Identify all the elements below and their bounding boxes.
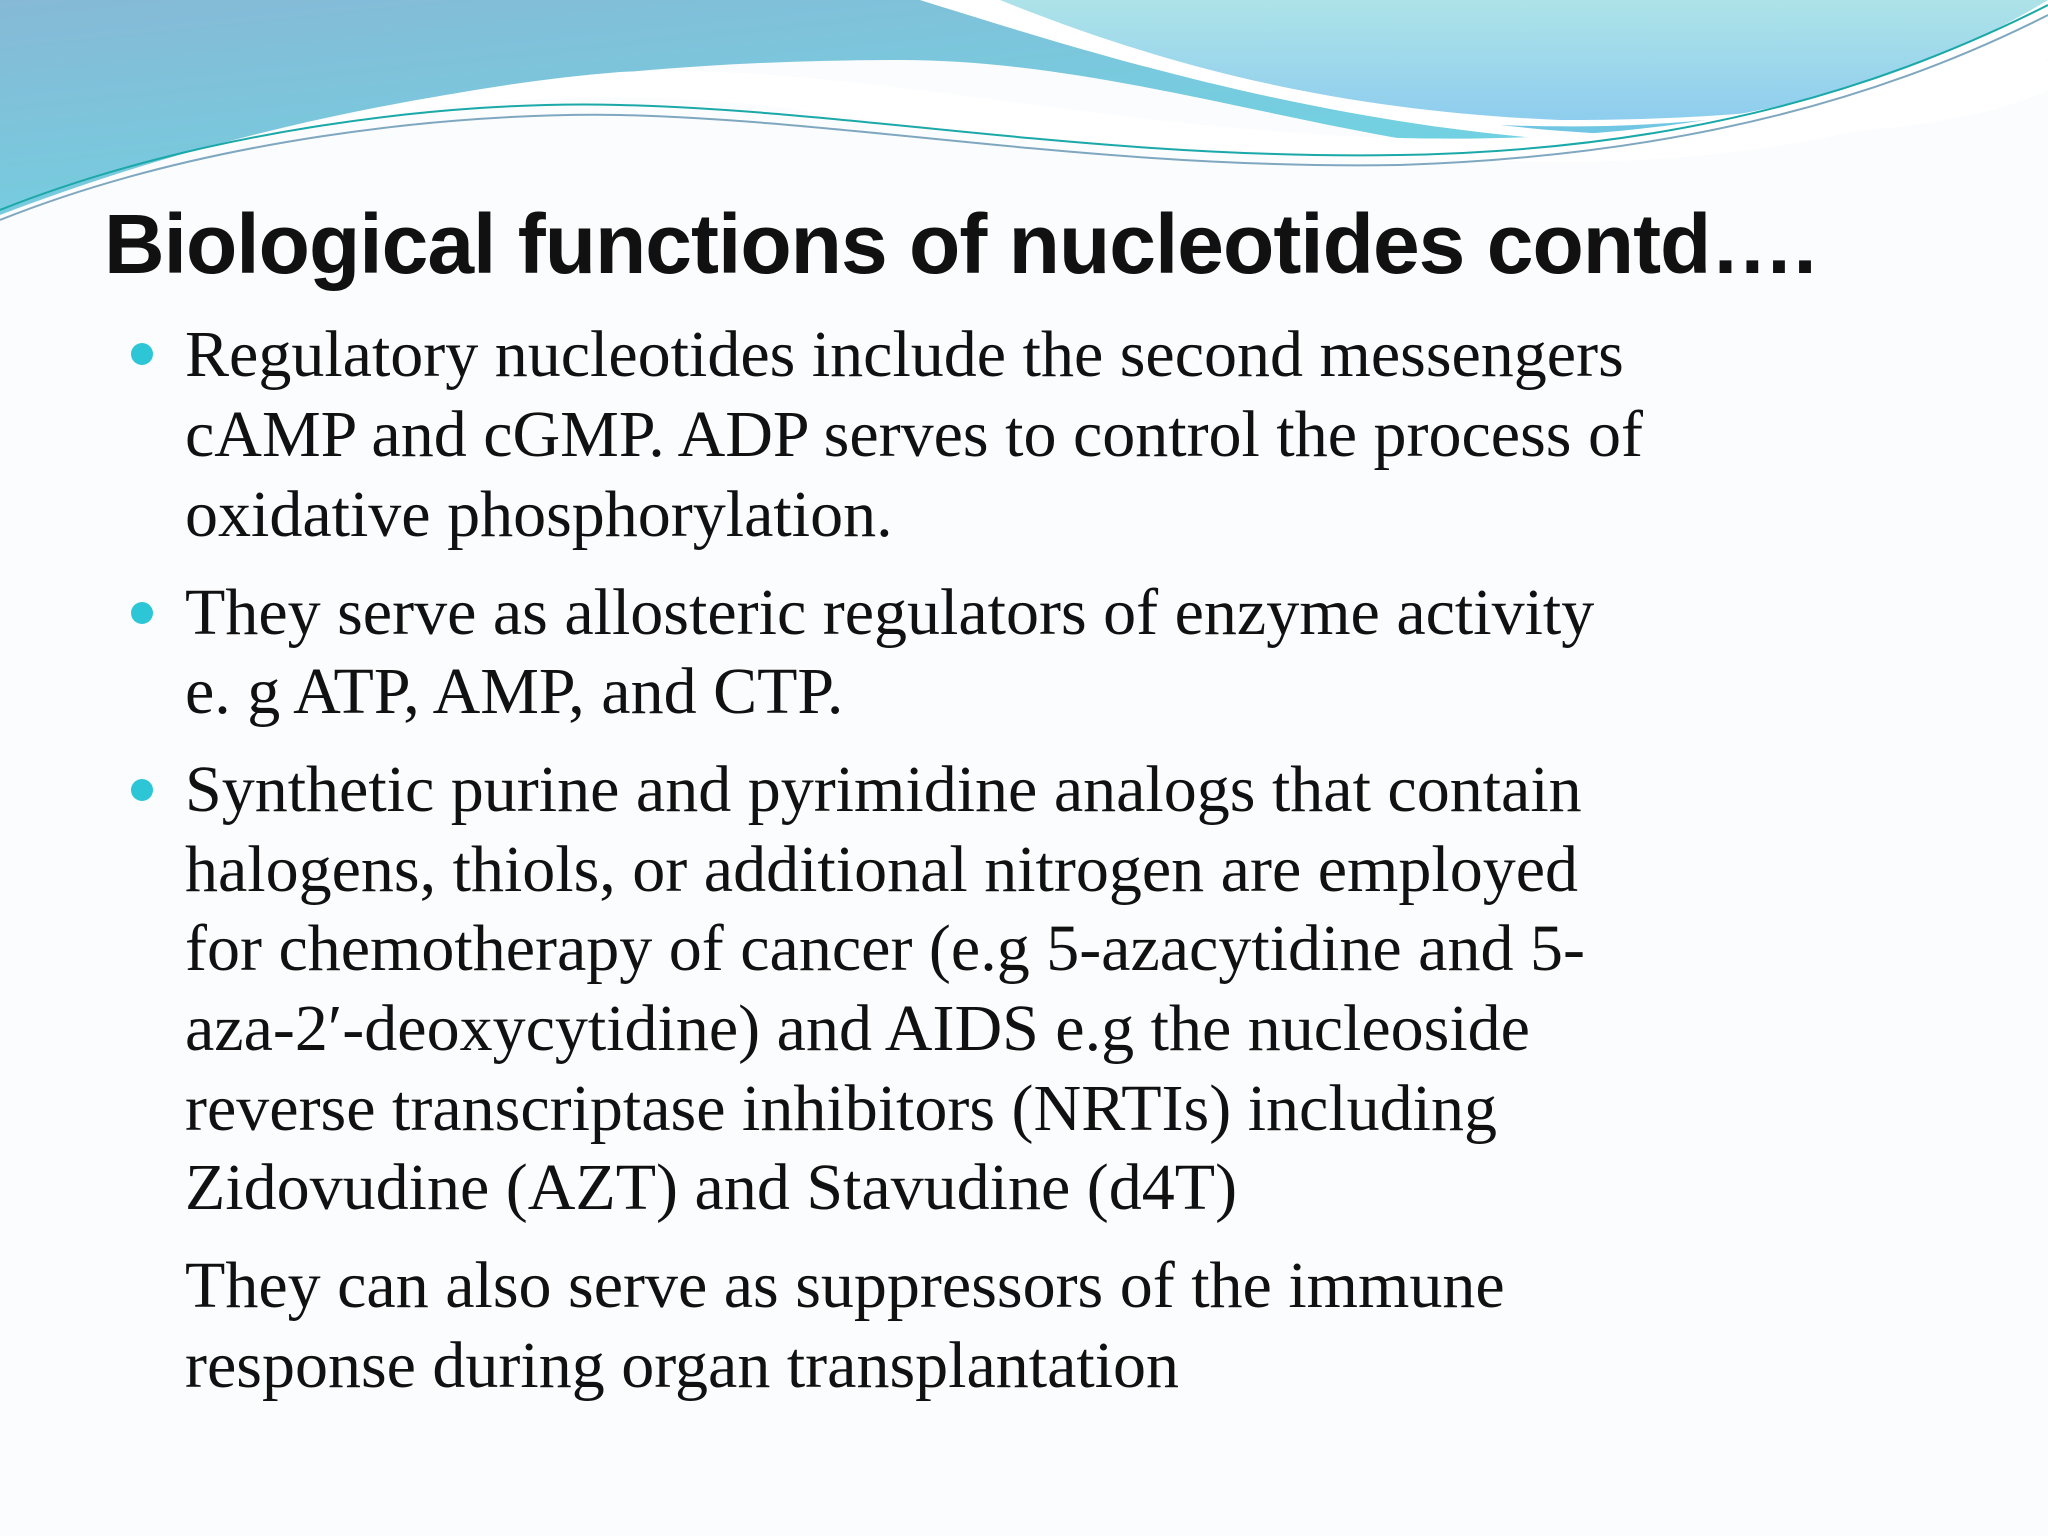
bullet-1-line-2: cAMP and cGMP. ADP serves to control the process of: [185, 398, 1643, 471]
bullet-3-line-1: Synthetic purine and pyrimidine analogs that contain: [185, 753, 1582, 826]
bullet-dot-icon: [131, 343, 153, 365]
slide-title: Biological functions of nucleotides contd….: [104, 197, 1816, 291]
bullet-2-line-1: They serve as allosteric regulators of enzyme activity: [185, 576, 1595, 649]
continuation-line-2: response during organ transplantation: [185, 1329, 1180, 1402]
bullet-2-line-2: e. g ATP, AMP, and CTP.: [185, 655, 844, 728]
bullet-3-line-5: reverse transcriptase inhibitors (NRTIs) including: [185, 1072, 1498, 1145]
bullet-1-line-1: Regulatory nucleotides include the second messengers: [185, 318, 1624, 391]
continuation-line-1: They can also serve as suppressors of the immune: [185, 1249, 1505, 1322]
bullet-dot-icon: [131, 779, 153, 801]
bullet-1-line-3: oxidative phosphorylation.: [185, 478, 893, 551]
bullet-3-line-2: halogens, thiols, or additional nitrogen are employed: [185, 833, 1578, 906]
bullet-dot-icon: [131, 602, 153, 624]
bullet-3-line-6: Zidovudine (AZT) and Stavudine (d4T): [185, 1151, 1238, 1224]
bullet-3-line-3: for chemotherapy of cancer (e.g 5-azacytidine and 5-: [185, 912, 1585, 985]
bullet-3-line-4: aza-2′-deoxycytidine) and AIDS e.g the nucleoside: [185, 992, 1530, 1065]
